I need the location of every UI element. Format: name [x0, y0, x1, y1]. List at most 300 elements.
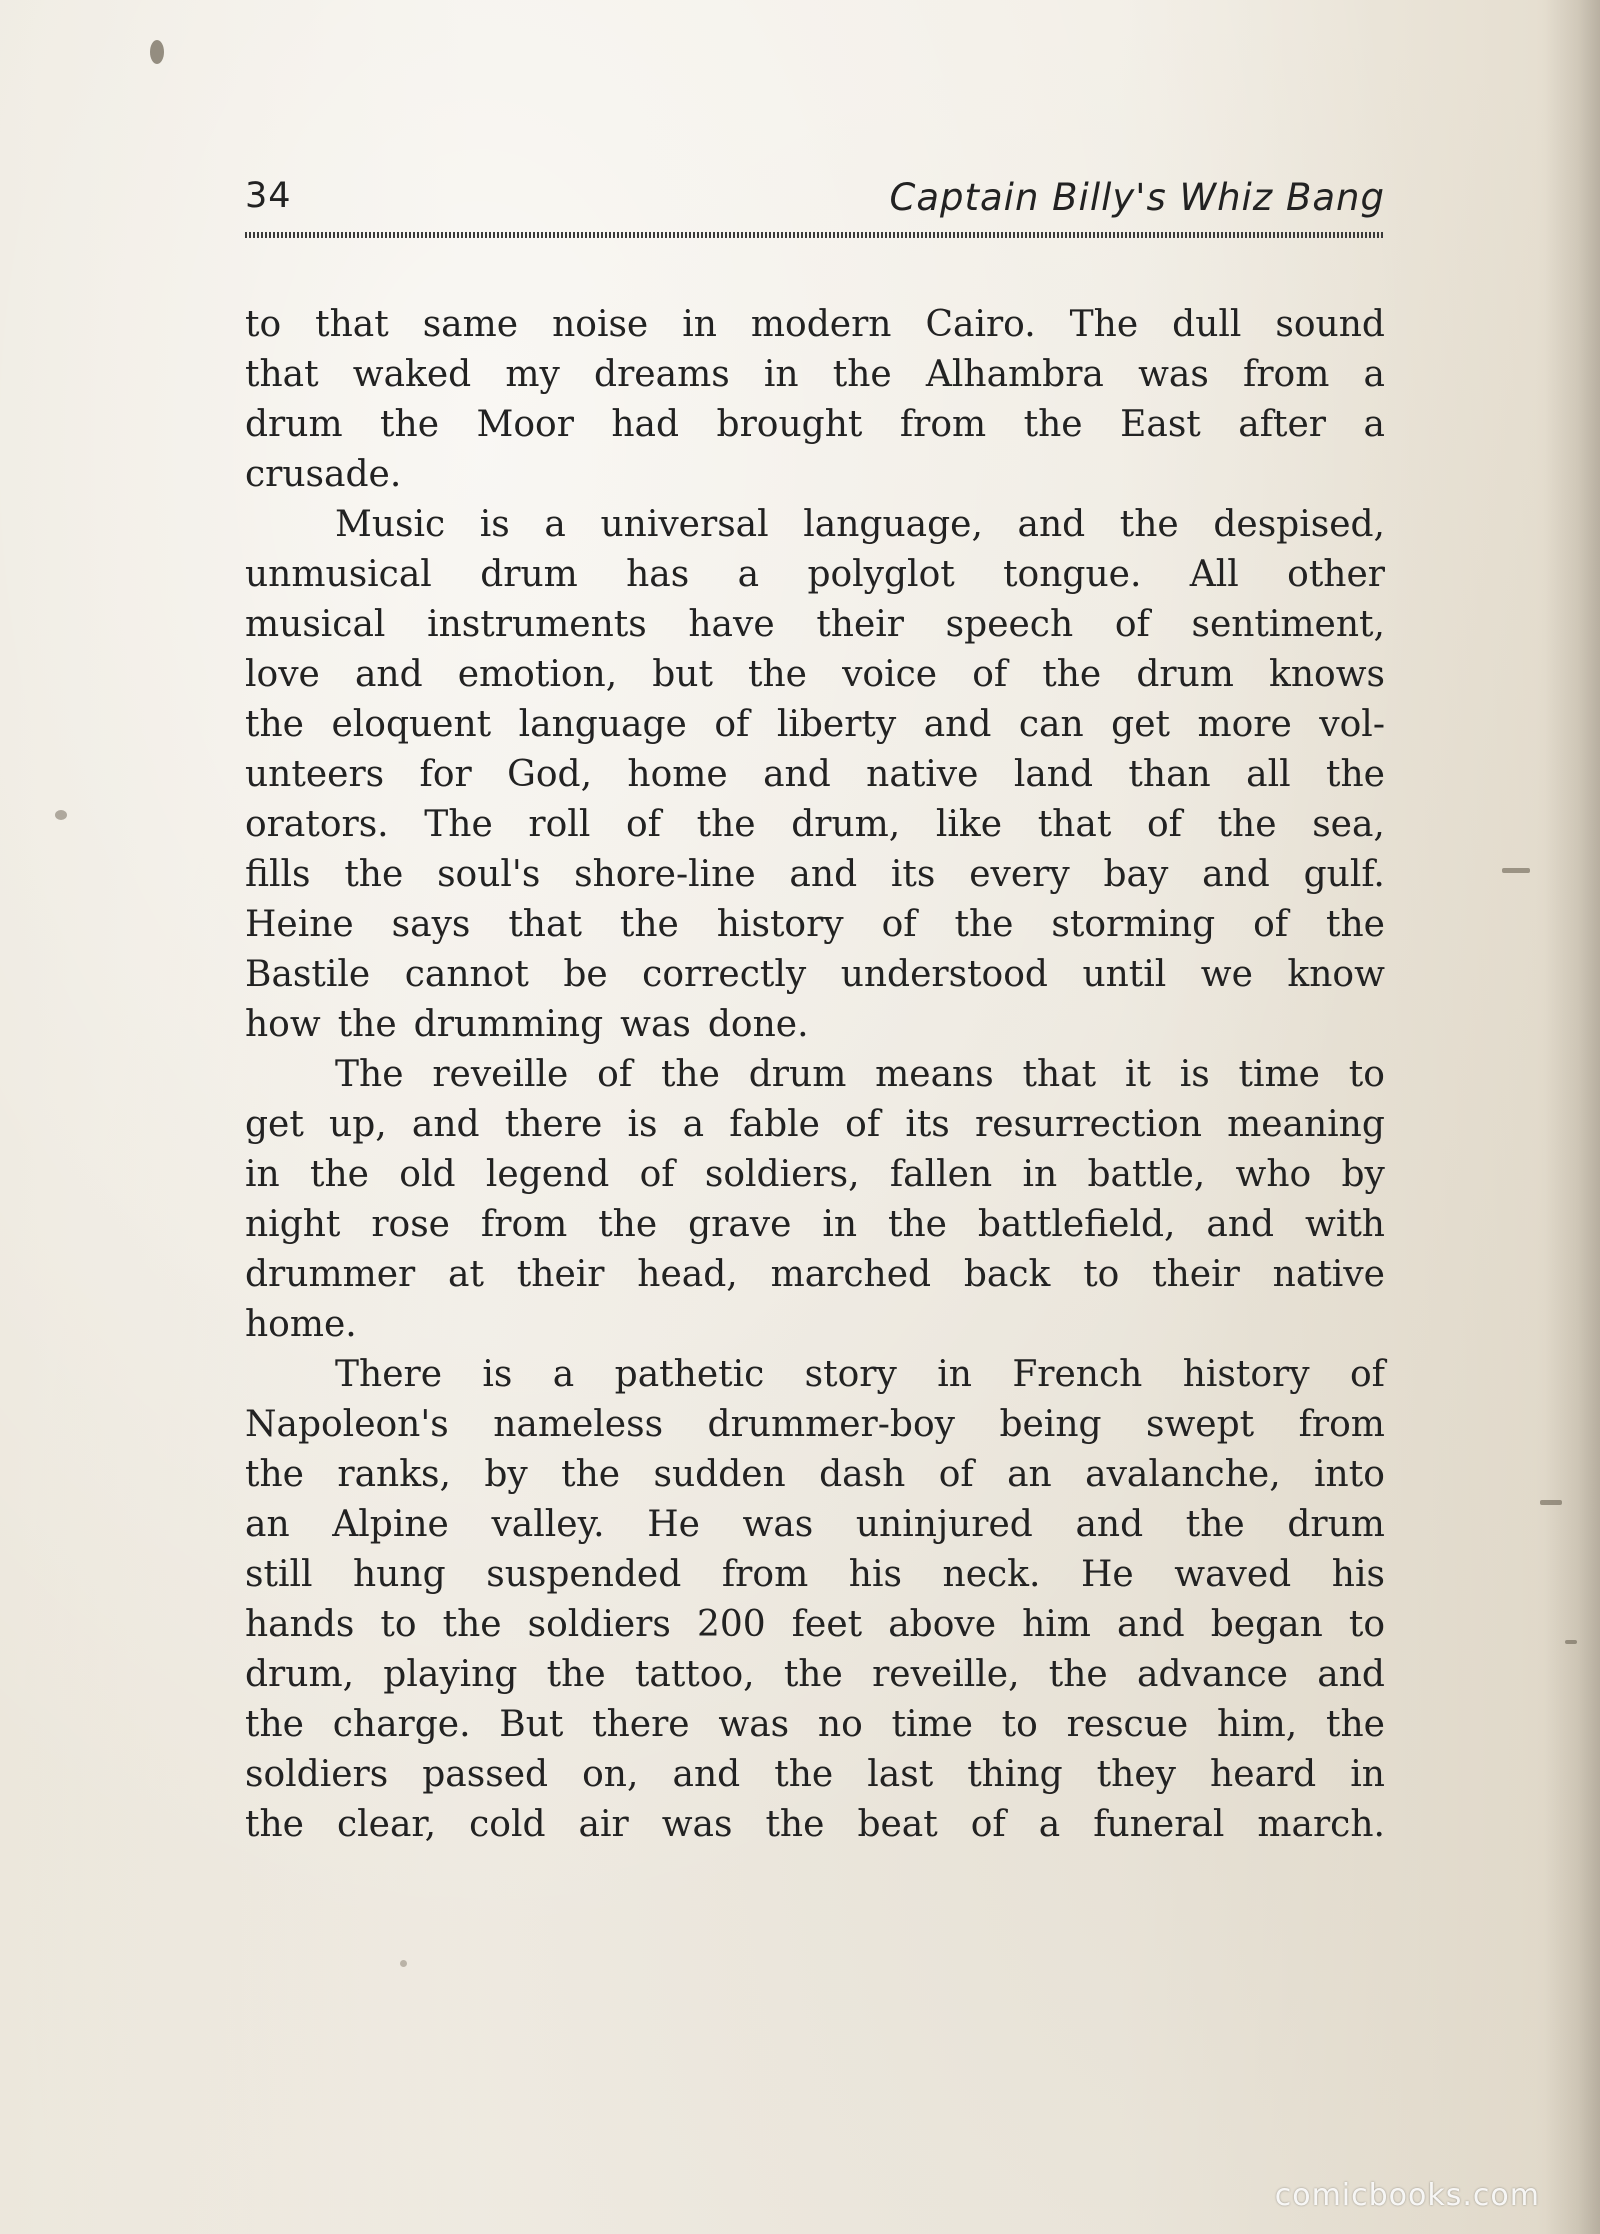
word: on,: [582, 1754, 639, 1795]
word: roll: [528, 804, 591, 845]
word: drum,: [791, 804, 901, 845]
word: no: [817, 1704, 863, 1745]
word: orators.: [245, 804, 389, 845]
text-line: [245, 1600, 1385, 1650]
word: the: [245, 1804, 304, 1845]
word: the: [660, 1054, 720, 1095]
word: the: [442, 1604, 502, 1645]
word: history: [1182, 1354, 1310, 1395]
word: and: [923, 704, 992, 745]
word: and: [763, 754, 831, 795]
word: by: [484, 1454, 528, 1495]
word: understood: [840, 954, 1048, 995]
text-line: [245, 550, 1385, 600]
word: battlefield,: [977, 1204, 1176, 1245]
text-line: [245, 1200, 1385, 1250]
word: liberty: [776, 704, 897, 745]
word: to: [380, 1604, 417, 1645]
word: has: [626, 554, 690, 595]
text-line: [245, 1100, 1385, 1150]
word: its: [890, 854, 936, 895]
article-body: [245, 300, 1385, 1850]
word: that: [315, 304, 389, 345]
text-line: [245, 1750, 1385, 1800]
word: the: [1325, 1704, 1385, 1745]
word: the: [696, 804, 756, 845]
word: means: [875, 1054, 994, 1095]
word: clear,: [336, 1804, 437, 1845]
word: hung: [353, 1554, 446, 1595]
word: from: [1243, 354, 1330, 395]
word: the: [783, 1654, 843, 1695]
word: of: [597, 1054, 633, 1095]
word: home: [627, 754, 728, 795]
word: of: [845, 1104, 881, 1145]
word: fable: [729, 1104, 820, 1145]
paper-speck: [55, 810, 67, 820]
word: unteers: [245, 754, 385, 795]
word: the: [1023, 404, 1083, 445]
word: that: [245, 354, 319, 395]
word: sudden: [653, 1454, 786, 1495]
word: we: [1200, 954, 1253, 995]
text-line: [245, 1150, 1385, 1200]
word: air: [578, 1804, 629, 1845]
header-rule: [245, 232, 1385, 238]
word: the: [619, 904, 679, 945]
word: unmusical: [245, 554, 432, 595]
word: be: [563, 954, 608, 995]
text-line: [245, 950, 1385, 1000]
word: sea,: [1312, 804, 1385, 845]
word: get: [245, 1104, 304, 1145]
word: He: [647, 1504, 700, 1545]
word: back: [963, 1254, 1051, 1295]
word: correctly: [642, 954, 807, 995]
word: battle,: [1087, 1154, 1206, 1195]
word: same: [422, 304, 519, 345]
text-line: [245, 750, 1385, 800]
word: know: [1287, 954, 1385, 995]
word: emotion,: [457, 654, 618, 695]
word: shore-line: [574, 854, 756, 895]
text-line: [245, 650, 1385, 700]
word: the: [598, 1204, 658, 1245]
word: of: [938, 1454, 974, 1495]
word: 200: [696, 1604, 766, 1645]
word: in: [937, 1354, 972, 1395]
word: resurrection: [974, 1104, 1202, 1145]
word: Napoleon's: [245, 1404, 449, 1445]
word: and: [1317, 1654, 1385, 1695]
word: and: [672, 1754, 741, 1795]
word: march.: [1257, 1804, 1385, 1845]
word: storming: [1051, 904, 1216, 945]
word: to: [1348, 1054, 1385, 1095]
word: old: [399, 1154, 456, 1195]
magazine-title: Captain Billy's Whiz Bang: [889, 176, 1385, 219]
word: valley.: [491, 1504, 605, 1545]
word: voice: [842, 654, 938, 695]
page-number: 34: [245, 176, 292, 216]
word: to: [1001, 1704, 1038, 1745]
word: modern: [750, 304, 892, 345]
word: sound: [1275, 304, 1385, 345]
word: time: [1238, 1054, 1320, 1095]
word: a: [1363, 354, 1385, 395]
word: Moor: [476, 404, 574, 445]
word: can: [1018, 704, 1084, 745]
word: the: [1217, 804, 1277, 845]
word: crusade.: [245, 454, 402, 495]
word: they: [1096, 1754, 1176, 1795]
word: Alhambra: [925, 354, 1104, 395]
word: There: [335, 1354, 443, 1395]
word: and: [1017, 504, 1086, 545]
word: language: [518, 704, 687, 745]
word: every: [969, 854, 1070, 895]
text-line: [245, 1000, 1385, 1050]
word: and: [411, 1104, 480, 1145]
word: funeral: [1093, 1804, 1225, 1845]
word: drummer: [245, 1254, 416, 1295]
word: was: [661, 1804, 733, 1845]
word: grave: [688, 1204, 792, 1245]
word: is: [627, 1104, 658, 1145]
word: Bastile: [245, 954, 371, 995]
word: reveille,: [872, 1654, 1020, 1695]
word: ranks,: [337, 1454, 451, 1495]
word: noise: [552, 304, 649, 345]
word: the: [546, 1654, 606, 1695]
word: the: [561, 1454, 621, 1495]
word: in: [763, 354, 799, 395]
word: is: [1179, 1054, 1210, 1095]
word: soul's: [437, 854, 541, 895]
word: from: [1298, 1404, 1385, 1445]
word: drum: [480, 554, 578, 595]
word: of: [1253, 904, 1289, 945]
word: marched: [770, 1254, 932, 1295]
word: have: [688, 604, 775, 645]
word: legend: [485, 1154, 610, 1195]
word: drum: [1136, 654, 1234, 695]
word: drum: [245, 404, 343, 445]
word: beat: [857, 1804, 938, 1845]
word: of: [972, 654, 1008, 695]
text-line: [245, 500, 1385, 550]
word: the: [748, 654, 807, 695]
word: drummer-boy: [707, 1404, 955, 1445]
word: and: [1116, 1604, 1185, 1645]
word: gulf.: [1303, 854, 1385, 895]
word: head,: [637, 1254, 738, 1295]
word: had: [611, 404, 680, 445]
text-line: [245, 1700, 1385, 1750]
word: was: [1138, 354, 1209, 395]
word: tongue.: [1003, 554, 1142, 595]
word: fills: [245, 854, 311, 895]
word: drumming: [413, 1004, 604, 1045]
word: history: [716, 904, 844, 945]
word: the: [1325, 754, 1385, 795]
word: cold: [469, 1804, 546, 1845]
word: in: [1350, 1754, 1385, 1795]
word: in: [1022, 1154, 1058, 1195]
word: it: [1124, 1054, 1151, 1095]
text-line: [245, 1250, 1385, 1300]
word: vol-: [1319, 704, 1385, 745]
word: feet: [791, 1604, 863, 1645]
word: waked: [352, 354, 472, 395]
word: of: [970, 1804, 1006, 1845]
word: an: [245, 1504, 290, 1545]
word: to: [1083, 1254, 1120, 1295]
word: began: [1210, 1604, 1323, 1645]
word: the: [245, 1454, 304, 1495]
word: by: [1341, 1154, 1385, 1195]
word: done.: [707, 1004, 809, 1045]
word: East: [1120, 404, 1201, 445]
word: native: [866, 754, 979, 795]
word: suspended: [486, 1554, 682, 1595]
word: get: [1111, 704, 1170, 745]
word: soldiers,: [704, 1154, 860, 1195]
word: All: [1189, 554, 1239, 595]
word: and: [354, 654, 423, 695]
paper-speck: [1565, 1640, 1577, 1644]
word: and: [1202, 854, 1270, 895]
word: him: [1022, 1604, 1091, 1645]
word: Alpine: [332, 1504, 449, 1545]
text-line: [245, 1550, 1385, 1600]
word: dreams: [594, 354, 730, 395]
word: rescue: [1066, 1704, 1189, 1745]
word: brought: [716, 404, 863, 445]
word: that: [1022, 1054, 1097, 1095]
word: after: [1238, 404, 1327, 445]
word: was: [742, 1504, 814, 1545]
word: from: [480, 1204, 568, 1245]
word: cannot: [404, 954, 529, 995]
word: for: [419, 754, 472, 795]
word: the: [774, 1754, 834, 1795]
word: night: [245, 1204, 341, 1245]
word: the: [887, 1204, 947, 1245]
word: at: [448, 1254, 484, 1295]
word: from: [721, 1554, 809, 1595]
word: polyglot: [807, 554, 955, 595]
word: like: [935, 804, 1003, 845]
word: time: [891, 1704, 973, 1745]
word: more: [1197, 704, 1292, 745]
word: drum: [1287, 1504, 1385, 1545]
word: bay: [1103, 854, 1169, 895]
word: reveille: [432, 1054, 569, 1095]
word: the: [337, 1004, 397, 1045]
word: love: [245, 654, 320, 695]
word: waved: [1174, 1554, 1292, 1595]
word: to: [1348, 1604, 1385, 1645]
word: and: [1206, 1204, 1275, 1245]
paper-speck: [150, 40, 164, 64]
word: and: [789, 854, 858, 895]
word: the: [1119, 504, 1179, 545]
page-binding-edge: [1545, 0, 1600, 2234]
word: there: [592, 1704, 690, 1745]
word: hands: [245, 1604, 355, 1645]
word: Heine: [245, 904, 354, 945]
word: who: [1235, 1154, 1312, 1195]
word: an: [1007, 1454, 1052, 1495]
word: despised,: [1213, 504, 1385, 545]
word: that: [508, 904, 582, 945]
word: in: [822, 1204, 858, 1245]
text-line: [245, 450, 1385, 500]
word: of: [1146, 804, 1182, 845]
watermark: comicbooks.com: [1274, 2178, 1540, 2213]
word: sentiment,: [1191, 604, 1385, 645]
word: the: [1042, 654, 1102, 695]
word: story: [804, 1354, 897, 1395]
word: how: [245, 1004, 321, 1045]
word: last: [867, 1754, 934, 1795]
word: their: [1152, 1254, 1240, 1295]
word: there: [504, 1104, 603, 1145]
word: native: [1272, 1254, 1385, 1295]
word: other: [1287, 554, 1385, 595]
text-line: [245, 350, 1385, 400]
word: dash: [819, 1454, 906, 1495]
word: my: [505, 354, 560, 395]
word: pathetic: [614, 1354, 765, 1395]
word: of: [714, 704, 750, 745]
text-line: [245, 800, 1385, 850]
word: in: [245, 1154, 280, 1195]
word: He: [1081, 1554, 1134, 1595]
word: rose: [371, 1204, 450, 1245]
word: charge.: [332, 1704, 471, 1745]
word: The: [424, 804, 493, 845]
word: French: [1012, 1354, 1143, 1395]
word: thing: [967, 1754, 1063, 1795]
text-line: [245, 700, 1385, 750]
word: and: [1075, 1504, 1144, 1545]
word: the: [380, 404, 440, 445]
text-line: [245, 600, 1385, 650]
word: still: [245, 1554, 313, 1595]
word: the: [954, 904, 1014, 945]
word: universal: [600, 504, 769, 545]
word: being: [999, 1404, 1102, 1445]
word: tattoo,: [634, 1654, 755, 1695]
word: that: [1037, 804, 1112, 845]
word: land: [1013, 754, 1094, 795]
word: a: [544, 504, 566, 545]
word: the: [832, 354, 892, 395]
word: all: [1246, 754, 1291, 795]
word: their: [816, 604, 905, 645]
word: from: [899, 404, 987, 445]
word: of: [639, 1154, 675, 1195]
word: swept: [1146, 1404, 1255, 1445]
word: The: [335, 1054, 404, 1095]
word: but: [652, 654, 713, 695]
word: a: [1363, 404, 1385, 445]
text-line: [245, 850, 1385, 900]
text-line: [245, 1800, 1385, 1850]
text-line: [245, 1650, 1385, 1700]
word: The: [1069, 304, 1139, 345]
word: nameless: [493, 1404, 664, 1445]
word: was: [620, 1004, 691, 1045]
word: a: [552, 1354, 575, 1395]
word: in: [682, 304, 717, 345]
word: to: [245, 304, 282, 345]
word: Music: [335, 504, 446, 545]
word: But: [499, 1704, 564, 1745]
word: soldiers: [527, 1604, 671, 1645]
word: avalanche,: [1085, 1454, 1281, 1495]
word: the: [1048, 1654, 1108, 1695]
word: the: [245, 1704, 304, 1745]
text-line: [245, 1500, 1385, 1550]
word: knows: [1269, 654, 1385, 695]
word: the: [1326, 904, 1385, 945]
word: drum,: [245, 1654, 355, 1695]
text-line: [245, 400, 1385, 450]
word: until: [1082, 954, 1167, 995]
text-line: [245, 300, 1385, 350]
word: him,: [1216, 1704, 1298, 1745]
word: soldiers: [245, 1754, 389, 1795]
word: meaning: [1227, 1104, 1385, 1145]
word: of: [881, 904, 917, 945]
word: advance: [1137, 1654, 1288, 1695]
word: his: [1331, 1554, 1385, 1595]
word: God,: [507, 754, 593, 795]
word: a: [1038, 1804, 1061, 1845]
word: neck.: [942, 1554, 1041, 1595]
word: than: [1128, 754, 1211, 795]
word: says: [391, 904, 471, 945]
word: is: [482, 1354, 513, 1395]
word: their: [516, 1254, 605, 1295]
word: a: [737, 554, 760, 595]
word: the: [1185, 1504, 1245, 1545]
word: speech: [945, 604, 1074, 645]
paper-speck: [1502, 868, 1530, 873]
word: of: [625, 804, 661, 845]
running-head: [245, 176, 1385, 226]
word: language,: [803, 504, 983, 545]
text-line: [245, 1300, 1385, 1350]
word: eloquent: [331, 704, 492, 745]
word: Cairo.: [925, 304, 1036, 345]
word: of: [1350, 1354, 1385, 1395]
text-line: [245, 1450, 1385, 1500]
word: was: [718, 1704, 790, 1745]
word: is: [479, 504, 510, 545]
word: heard: [1210, 1754, 1317, 1795]
word: fallen: [889, 1154, 993, 1195]
word: home.: [245, 1304, 357, 1345]
word: above: [888, 1604, 997, 1645]
paper-speck: [400, 1960, 407, 1967]
word: playing: [383, 1654, 518, 1695]
text-line: [245, 1350, 1385, 1400]
word: drum: [748, 1054, 847, 1095]
